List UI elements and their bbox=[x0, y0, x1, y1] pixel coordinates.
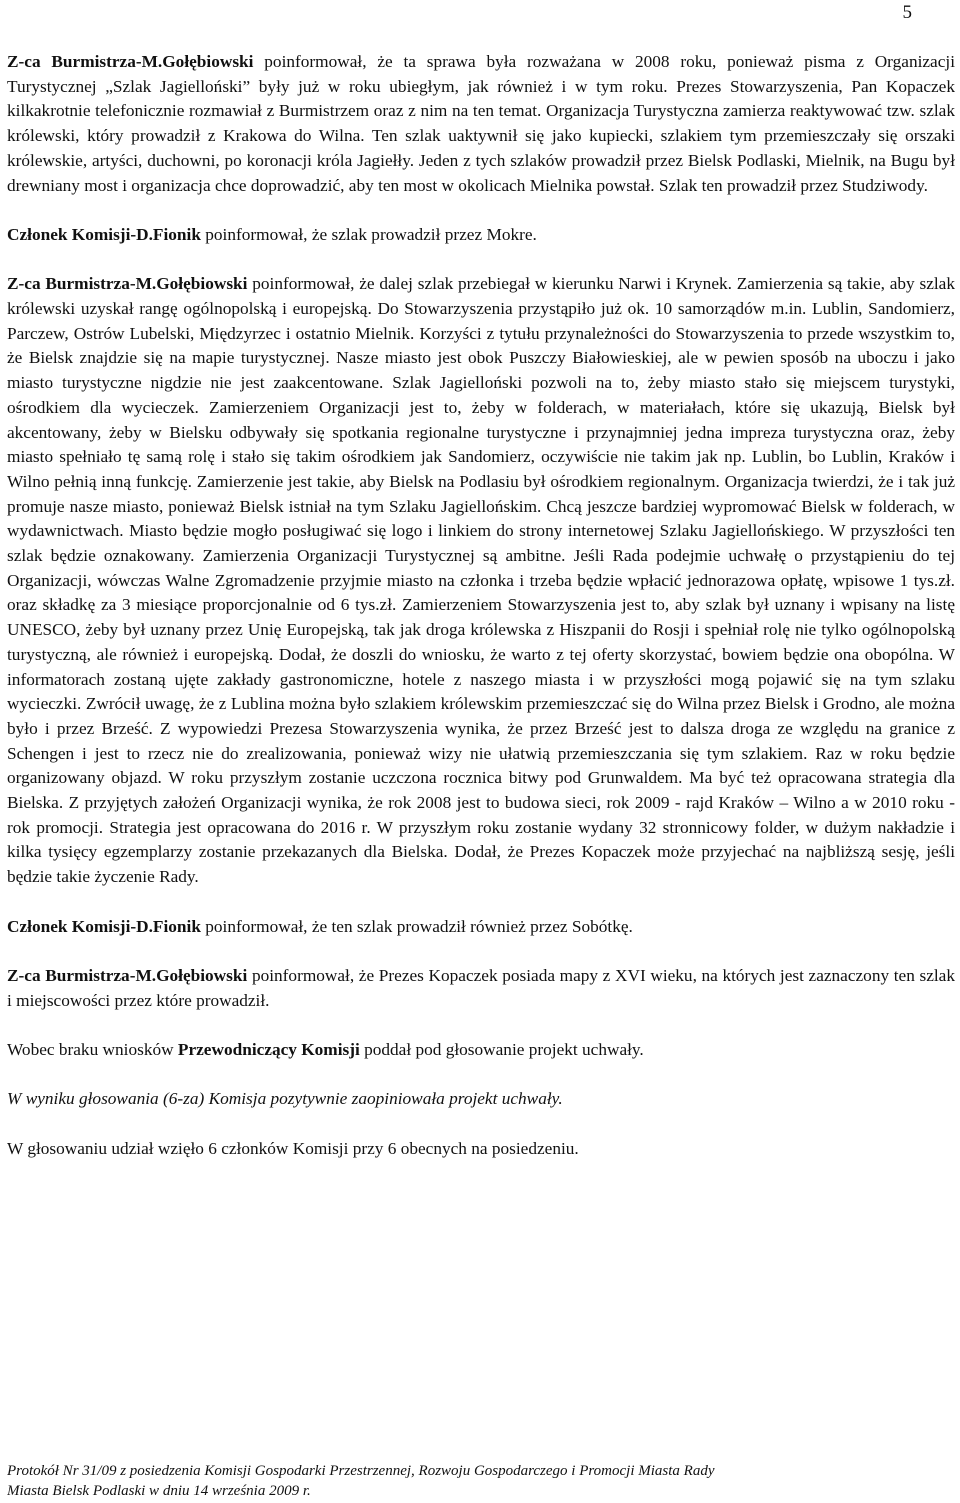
paragraph-vote-result: W wyniku głosowania (6-za) Komisja pozytywnie zaopiniowała projekt uchwały. bbox=[7, 1089, 563, 1109]
paragraph-fionik-2 bbox=[7, 915, 955, 940]
chairman-name: Przewodniczący Komisji bbox=[177, 1040, 360, 1060]
paragraph-gołębiowski-1 bbox=[7, 50, 955, 198]
paragraph-text: poinformował, że Prezes Kopaczek posiada mapy z XVI wieku, na których jest zaznaczony ten szlak i miejscowości przez które prowadził. bbox=[7, 965, 955, 1010]
paragraph-text: poinformował, że dalej szlak przebiegał w kierunku Narwi i Krynek. Zamierzenia są takie, aby szlak królewski uzyskał rangę ogólnopolską i europejską. Do Stowarzyszenia przystąpiło już ok. 10 samorządów m.in. Lublin, Sandomierz, Parczew, Ostrów Lubelski, Międzyrzec i ostatnio Mielnik. Korzyści z tytułu przynależności do Stowarzyszenia to przede wszystkim to, że Bielsk znajdzie się na mapie turystycznej. Nasze miasto jest obok Puszczy Białowieskiej, ale w pewien sposób na uboczu i jako miasto turystyczne nigdzie nie jest zaakcentowane. Szlak Jagielloński pozwoli na to, żeby miasto stało się miejscem turystyki, ośrodkiem dla wycieczek. Zamierzeniem Organizacji jest to, żeby w folderach, w materiałach, które się ukazują, Bielsk był akcentowany, żeby w Bielsku odbywały się spotkania regionalne turystyczne i przynajmniej jedna impreza turystyczna oraz, żeby miasto spełniało tę samą rolę i stało się takim ośrodkiem jak Sandomierz, oczywiście nie takim jak np. Lublin, bo Lublin, Kraków i Wilno pełnią inną funkcję. Zamierzenie jest takie, aby Bielsk na Podlasiu był ośrodkiem regionalnym. Organizacja twierdzi, że i tak już promuje nasze miasto, ponieważ Bielsk istniał na tym Szlaku Jagiellońskim. Chcą jeszcze bardziej wypromować Bielsk w folderach, w wydawnictwach. Miasto będzie mogło posługiwać się logo i linkiem do strony internetowej Szlaku Jagiellońskiego. W przyszłości ten szlak będzie oznakowany. Zamierzenia Organizacji Turystycznej są ambitne. Jeśli Rada podejmie uchwałę o przystąpieniu do tej Organizacji, wówczas Walne Zgromadzenie przyjmie miasto na członka i trzeba będzie wpłacić jednorazowa opłatę, wpisowe 1 tys.zł. oraz składkę za 3 miesiące proporcjonalnie od 6 tys.zł. Zamierzeniem Stowarzyszenia jest to, aby szlak był uznany i wpisany na listę UNESCO, żeby był uznany przez Unię Europejską, tak jak droga królewska z Hiszpanii do Rosji i spełniał rolę nie tylko ogólnopolską turystyczną, ale również i europejską. Dodał, że doszli do wniosku, że warto z tej oferty skorzystać, bowiem będzie ona obopólna. W informatorach zostaną ujęte zakłady gastronomiczne, hotele z naszego miasta i w przyszłości mogą pojawić się na tym szlaku wycieczki. Zwrócił uwagę, że z Lublina można było szlakiem królewskim przemieszczać się do Wilna przez Bielsk i Grodno, ale można było i przez Brześć. Z wypowiedzi Prezesa Stowarzyszenia wynika, że przez Brześć jest to dalsza droga ze względu na granice z Schengen i jest to rzecz nie do zrealizowania, ponieważ wizy nie ułatwią przemieszczania się tym szlakiem. Raz w roku będzie organizowany objazd. W roku przyszłym zostanie uczczona rocznica bitwy pod Grunwaldem. Ma być też opracowana strategia dla Bielska. Z przyjętych założeń Organizacji wynika, że rok 2008 jest to budowa sieci, rok 2009 - rajd Kraków – Wilno a w 2010 roku - rok promocji. Strategia jest opracowana do 2016 r. W przyszłym roku zostanie wydany 32 stronnicowy folder, w dużym nakładzie i kilka tysięcy egzemplarzy zostanie przekazanych dla Bielska. Dodał, że Prezes Kopaczek może przyjechać na najbliższą sesję, jeśli będzie takie życzenie Rady. bbox=[7, 274, 955, 887]
speaker-name: Z-ca Burmistrza-M.Gołębiowski bbox=[7, 52, 254, 71]
footer-line-2: Miasta Bielsk Podlaski w dniu 14 września 2009 r. bbox=[7, 1483, 311, 1499]
paragraph-fionik-1 bbox=[7, 223, 955, 248]
paragraph-text: poddał pod głosowanie projekt uchwały. bbox=[359, 1040, 644, 1060]
paragraph-text: Wobec braku wniosków bbox=[7, 1040, 178, 1060]
paragraph-attendance: W głosowaniu udział wzięło 6 członków Komisji przy 6 obecnych na posiedzeniu. bbox=[7, 1138, 579, 1158]
speaker-name: Z-ca Burmistrza-M.Gołębiowski bbox=[7, 274, 248, 294]
paragraph-vote-call bbox=[7, 1038, 955, 1063]
document-body bbox=[7, 50, 955, 1186]
paragraph-gołębiowski-3 bbox=[7, 964, 955, 1013]
paragraph-text: poinformował, że ten szlak prowadził również przez Sobótkę. bbox=[200, 916, 633, 936]
footer-line-1: Protokół Nr 31/09 z posiedzenia Komisji Gospodarki Przestrzennej, Rozwoju Gospodarczego i Promocji Miasta Rady bbox=[7, 1463, 715, 1479]
paragraph-gołębiowski-2 bbox=[7, 272, 955, 890]
page-number: 5 bbox=[902, 2, 912, 23]
speaker-name: Z-ca Burmistrza-M.Gołębiowski bbox=[7, 965, 248, 985]
speaker-name: Członek Komisji-D.Fionik bbox=[7, 916, 201, 936]
page-footer bbox=[7, 1461, 955, 1501]
paragraph-text: poinformował, że ta sprawa była rozważana w 2008 roku, ponieważ pisma z Organizacji Turystycznej „Szlak Jagielloński” były już w roku ubiegłym, jak również i w tym roku. Prezes Stowarzyszenia, Pan Kopaczek kilkakrotnie telefonicznie rozmawiał z Burmistrzem oraz z nim na ten temat. Organizacja Turystyczna zamierza reaktywować tzw. szlak królewski, który prowadził z Krakowa do Wilna. Ten szlak uaktywnił się jako kupiecki, szlakiem tym przemieszczały się orszaki królewskie, artyści, duchowni, po koronacji króla Jagiełły. Jeden z tych szlaków prowadził przez Bielsk Podlaski, Mielnik, na Bugu był drewniany most i organizacja chce doprowadzić, aby ten most w okolicach Mielnika powstał. Szlak ten prowadził przez Studziwody. bbox=[7, 52, 955, 195]
speaker-name: Członek Komisji-D.Fionik bbox=[7, 224, 201, 244]
paragraph-text: poinformował, że szlak prowadził przez Mokre. bbox=[200, 224, 537, 244]
